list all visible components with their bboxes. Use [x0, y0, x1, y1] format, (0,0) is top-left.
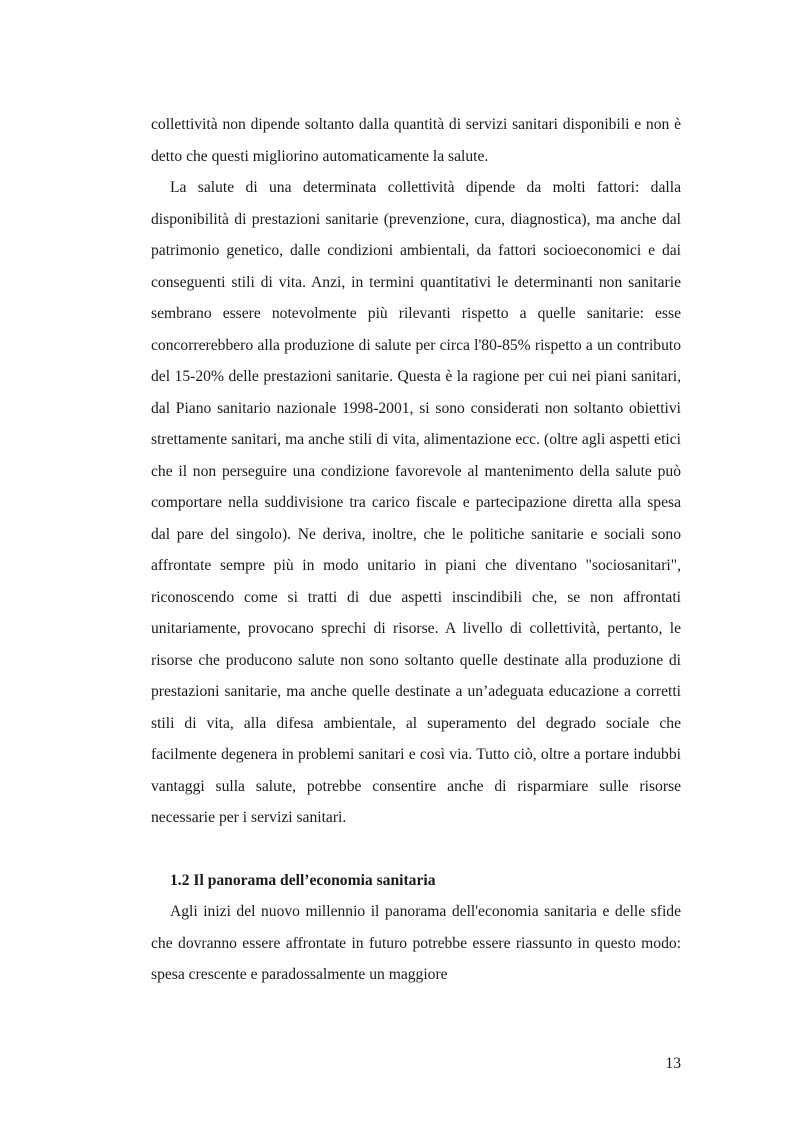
section-heading: 1.2 Il panorama dell’economia sanitaria [170, 871, 436, 889]
paragraph-health-determinants: La salute di una determinata collettività dipende da molti fattori: dalla disponibilità di prestazioni sanitarie (prevenzione, cura, diagnostica), ma anche dal patrimonio genetico, dalle condizioni ambientali, da fattori socioeconomici e dai conseguenti stili di vita. Anzi, in termini quantitativi le determinanti non sanitarie sembrano essere notevolmente più rilevanti rispetto a quelle sanitarie: esse concorrerebbero alla produzione di salute per circa l'80-85% rispetto a un contributo del 15-20% delle prestazioni sanitarie. Questa è la ragione per cui nei piani sanitari, dal Piano sanitario nazionale 1998-2001, si sono considerati non soltanto obiettivi strettamente sanitari, ma anche stili di vita, alimentazione ecc. (oltre agli aspetti etici che il non perseguire una condizione favorevole al mantenimento della salute può comportare nella suddivisione tra carico fiscale e partecipazione diretta alla spesa dal pare del singolo). Ne deriva, inoltre, che le politiche sanitarie e sociali sono affrontate sempre più in modo unitario in piani che diventano "sociosanitari", riconoscendo come si tratti di due aspetti inscindibili che, se non affrontati unitariamente, provocano sprechi di risorse. A livello di collettività, pertanto, le risorse che producono salute non sono soltanto quelle destinate alla produzione di prestazioni sanitarie, ma anche quelle destinate a un’adeguata educazione a corretti stili di vita, alla difesa ambientale, al superamento del degrado sociale che facilmente degenera in problemi sanitari e così via. Tutto ciò, oltre a portare indubbi vantaggi sulla salute, potrebbe consentire anche di risparmiare sulle risorse necessarie per i servizi sanitari. [151, 179, 681, 826]
paragraph-continuation: collettività non dipende soltanto dalla quantità di servizi sanitari disponibili e non è detto che questi migliorino automaticamente la salute. [151, 116, 681, 165]
page-number: 13 [665, 1055, 681, 1072]
page-content [151, 109, 681, 991]
paragraph-section-intro: Agli inizi del nuovo millennio il panorama dell'economia sanitaria e delle sfide che dovranno essere affrontate in futuro potrebbe essere riassunto in questo modo: spesa crescente e paradossalmente un maggiore [151, 903, 681, 983]
